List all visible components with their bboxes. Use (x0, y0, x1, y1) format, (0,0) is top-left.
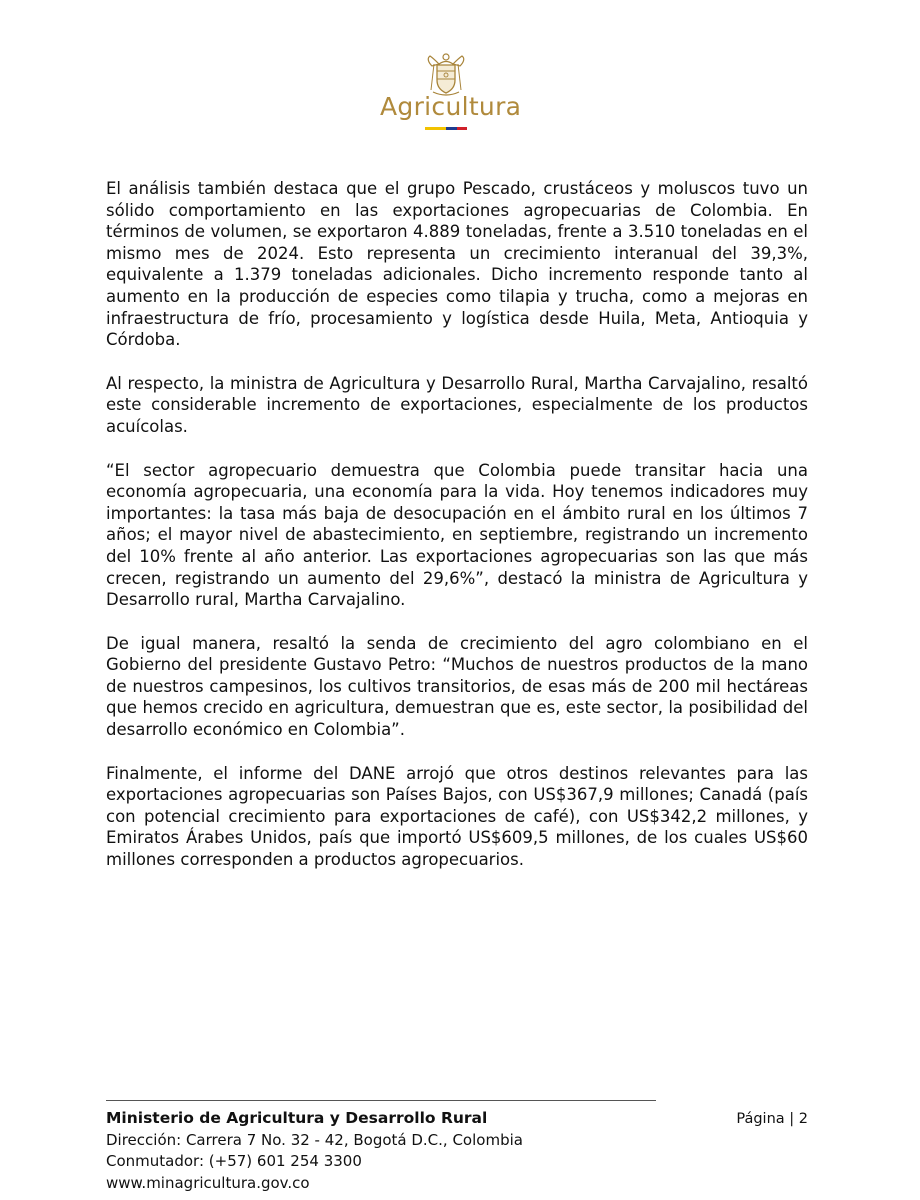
flag-blue-stripe (446, 127, 457, 130)
footer-address: Dirección: Carrera 7 No. 32 - 42, Bogotá D.C., Colombia (106, 1130, 523, 1149)
flag-red-stripe (457, 127, 467, 130)
document-body (106, 178, 808, 893)
page-number: Página | 2 (736, 1111, 808, 1127)
page-header (0, 0, 920, 140)
paragraph-ministra-quote: “El sector agropecuario demuestra que Colombia puede transitar hacia una economía agropecuaria, una economía para la vida. Hoy tenemos indicadores muy importantes: la tasa más baja de desocupación en el ámbito rural en los últimos 7 años; el mayor nivel de abastecimiento, en septiembre, registrando un incremento del 10% frente al año anterior. Las exportaciones agropecuarias son las que más crecen, registrando un aumento del 29,6%”, destacó la ministra de Agricultura y Desarrollo rural, Martha Carvajalino. (106, 460, 808, 610)
agricultura-logo-text: Agricultura (380, 92, 522, 121)
paragraph-dane-destinos: Finalmente, el informe del DANE arrojó que otros destinos relevantes para las exportaciones agropecuarias son Países Bajos, con US$367,9 millones; Canadá (país con potencial crecimiento para exportaciones de café), con US$342,2 millones, y Emiratos Árabes Unidos, país que importó US$609,5 millones, de los cuales US$60 millones corresponden a productos agropecuarios. (106, 763, 808, 870)
footer-website: www.minagricultura.gov.co (106, 1173, 310, 1192)
flag-yellow-stripe (425, 127, 446, 130)
footer-phone: Conmutador: (+57) 601 254 3300 (106, 1152, 362, 1170)
paragraph-ministra-resalto: Al respecto, la ministra de Agricultura y Desarrollo Rural, Martha Carvajalino, resaltó este considerable incremento de exportaciones, especialmente de los productos acuícolas. (106, 373, 808, 436)
colombia-flag-bar (425, 127, 467, 130)
footer-ministry-name: Ministerio de Agricultura y Desarrollo Rural (106, 1109, 488, 1127)
footer-divider (106, 1100, 656, 1101)
paragraph-gobierno-petro: De igual manera, resaltó la senda de crecimiento del agro colombiano en el Gobierno del presidente Gustavo Petro: “Muchos de nuestros productos de la mano de nuestros campesinos, los cultivos transitorios, de esas más de 200 mil hectáreas que hemos crecido en agricultura, demuestran que es, este sector, la posibilidad del desarrollo económico en Colombia”. (106, 633, 808, 740)
paragraph-pescado-exports: El análisis también destaca que el grupo Pescado, crustáceos y moluscos tuvo un sólido comportamiento en las exportaciones agropecuarias de Colombia. En términos de volumen, se exportaron 4.889 toneladas, frente a 3.510 toneladas en el mismo mes de 2024. Esto representa un crecimiento interanual del 39,3%, equivalente a 1.379 toneladas adicionales. Dicho incremento responde tanto al aumento en la producción de especies como tilapia y trucha, como a mejoras en infraestructura de frío, procesamiento y logística desde Huila, Meta, Antioquia y Córdoba. (106, 179, 808, 350)
